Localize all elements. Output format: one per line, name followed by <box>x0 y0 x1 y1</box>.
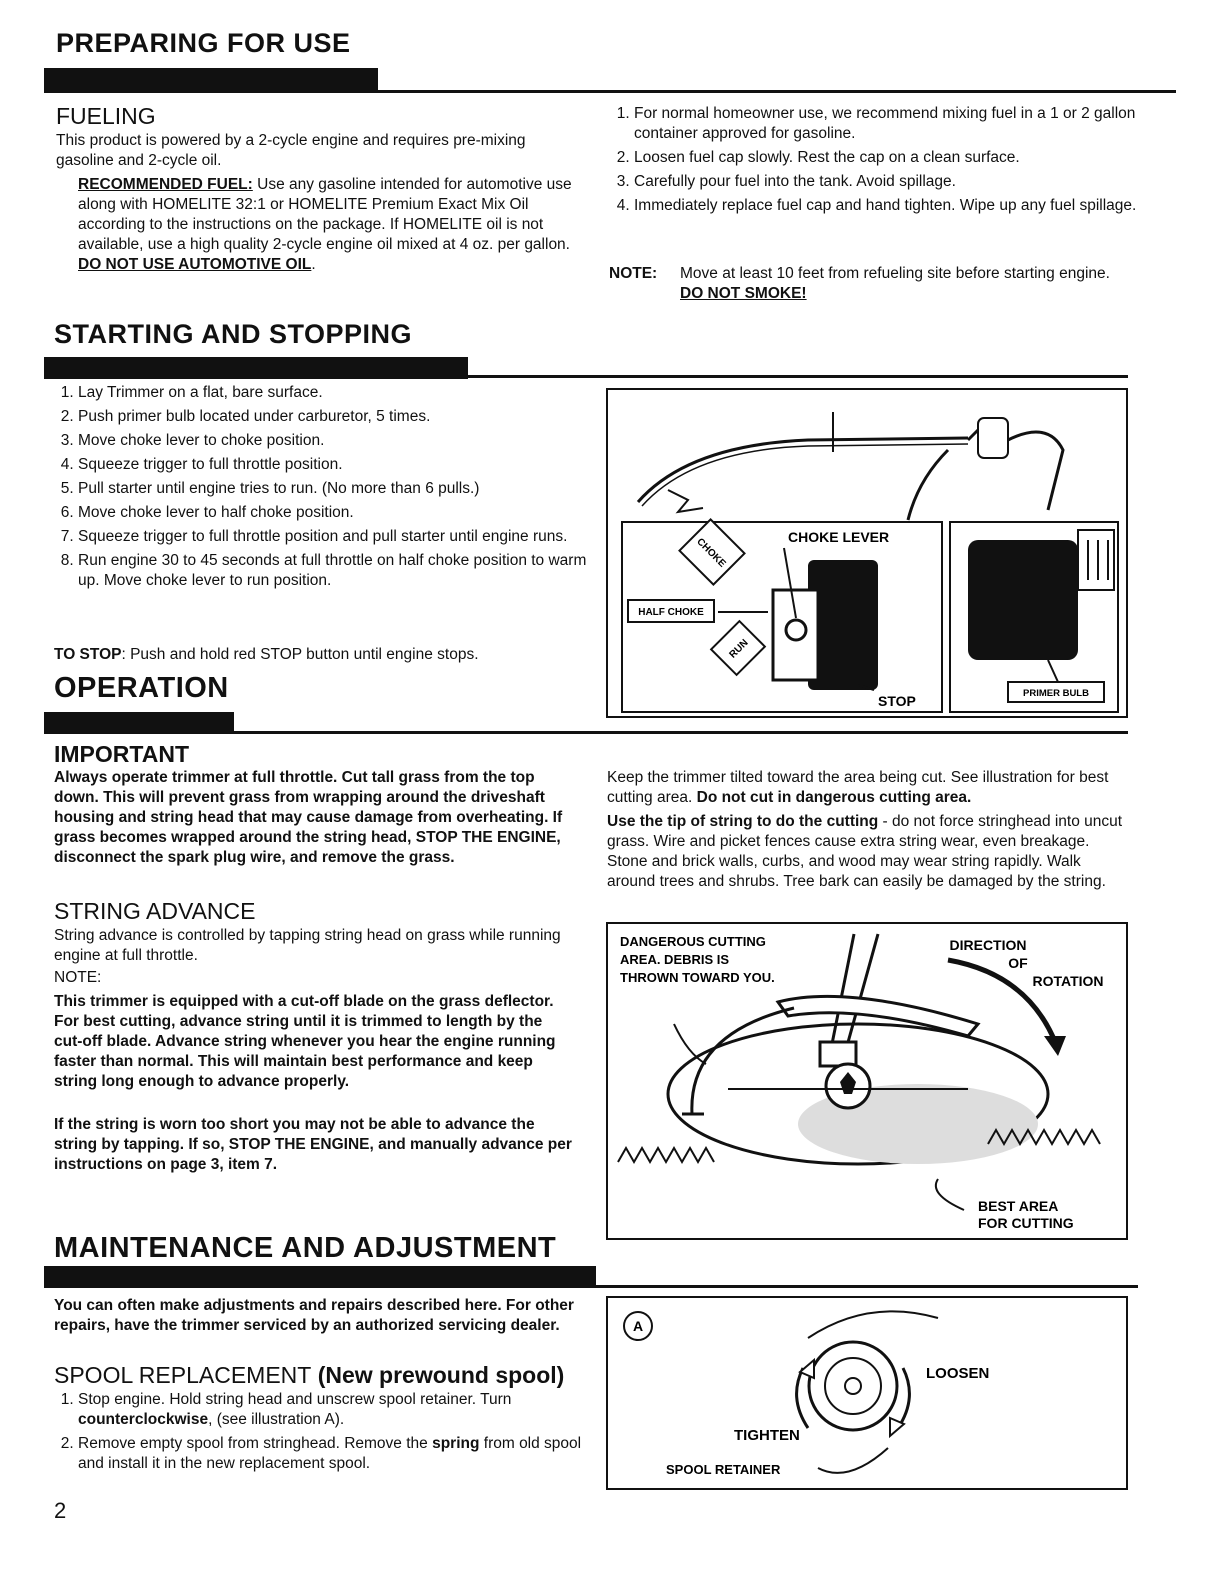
rotation-label-1: DIRECTION <box>949 937 1027 953</box>
section-title-maintenance: MAINTENANCE AND ADJUSTMENT <box>54 1232 557 1264</box>
spool-drawing <box>608 1298 1126 1488</box>
string-worn-text: If the string is worn too short you may not be able to advance the string by tapping. If so, STOP THE ENGINE, and manually advance per instructions on page 3, item 7. <box>54 1116 572 1173</box>
rotation-label-2: OF <box>1008 955 1028 971</box>
important-text: Always operate trimmer at full throttle. Cut tall grass from the top down. This will prevent grass from wrapping around the driveshaft housing and string head that may cause damage from overheating. If grass becomes wrapped around the string head, STOP THE ENGINE, disconnect the spark plug wire, and remove the grass. <box>54 769 563 866</box>
danger-label-3: THROWN TOWARD YOU. <box>620 970 775 985</box>
string-tip-instruction <box>607 812 1127 892</box>
no-smoke-warning: DO NOT SMOKE! <box>680 285 807 302</box>
choke-illustration-drawing <box>608 390 1126 716</box>
spool-steps <box>54 1390 598 1478</box>
fueling-step: 4. Immediately replace fuel cap and hand tighten. Wipe up any fuel spillage. <box>634 196 1146 216</box>
string-note-text: This trimmer is equipped with a cut-off blade on the grass deflector. For best cutting, advance string until it is trimmed to length by the cut-off blade. Advance string whenever you hear the engine running faster than normal. This will maintain best performance and keep string long enough to advance properly. <box>54 993 556 1090</box>
illustration-a-label: A <box>632 1318 644 1334</box>
important-heading: IMPORTANT <box>54 741 190 767</box>
spool-title: SPOOL REPLACEMENT <box>54 1362 312 1388</box>
spool-step2-bold: spring <box>432 1435 480 1452</box>
tighten-label: TIGHTEN <box>734 1427 800 1444</box>
fueling-step: 1. For normal homeowner use, we recommend mixing fuel in a 1 or 2 gallon container approved for gasoline. <box>634 104 1146 144</box>
loosen-label: LOOSEN <box>926 1365 990 1382</box>
starting-step: 3. Move choke lever to choke position. <box>78 431 598 451</box>
danger-label-2: AREA. DEBRIS IS <box>620 952 730 967</box>
starting-step: 8. Run engine 30 to 45 seconds at full throttle on half choke position to warm up. Move choke lever to run position. <box>78 551 598 591</box>
cutting-area-illustration <box>606 922 1128 1240</box>
best-area-label-1: BEST AREA <box>978 1198 1059 1214</box>
no-automotive-oil-period: . <box>311 256 316 273</box>
half-choke-label: HALF CHOKE <box>638 607 704 618</box>
danger-label-1: DANGEROUS CUTTING <box>620 934 766 949</box>
string-tip-bold: Use the tip of string to do the cutting <box>607 813 879 830</box>
danger-area-warning: Do not cut in dangerous cutting area. <box>692 789 972 806</box>
starting-step: 4. Squeeze trigger to full throttle position. <box>78 455 598 475</box>
section-rule <box>44 375 1128 378</box>
fuel-note-label: NOTE: <box>609 265 658 282</box>
fueling-heading: FUELING <box>56 103 156 129</box>
recommended-fuel-text: Use any gasoline intended for automotive use along with HOMELITE 32:1 or HOMELITE Premium Exact Mix Oil according to the instructions on the package. If HOMELITE oil is not available, use a high quality 2-cycle engine oil mixed at 4 oz. per gallon. <box>78 176 572 253</box>
stop-label: TO STOP <box>54 646 122 663</box>
spool-retainer-label: SPOOL RETAINER <box>666 1462 781 1477</box>
fueling-step: 2. Loosen fuel cap slowly. Rest the cap on a clean surface. <box>634 148 1146 168</box>
run-label: RUN <box>727 637 751 661</box>
rotation-label-3: ROTATION <box>1032 973 1104 989</box>
page-number: 2 <box>54 1498 67 1523</box>
spool-step1-bold: counterclockwise <box>78 1411 209 1428</box>
spool-step2-end: from old spool and install it in the new replacement spool. <box>78 1435 582 1472</box>
section-title-operation: OPERATION <box>54 672 229 704</box>
string-advance-heading: STRING ADVANCE <box>54 898 256 924</box>
fuel-note-text: Move at least 10 feet from refueling site before starting engine. <box>680 265 1110 282</box>
fuel-note <box>680 264 1126 304</box>
starting-step: 5. Pull starter until engine tries to run. (No more than 6 pulls.) <box>78 479 598 499</box>
spool-heading <box>54 1362 564 1389</box>
starting-step: 6. Move choke lever to half choke position. <box>78 503 598 523</box>
spool-step <box>78 1390 598 1430</box>
recommended-fuel-paragraph <box>78 175 582 275</box>
best-area-label-2: FOR CUTTING <box>978 1215 1074 1231</box>
section-rule <box>44 90 1176 93</box>
starting-step: 1. Lay Trimmer on a flat, bare surface. <box>78 383 598 403</box>
string-advance-text: String advance is controlled by tapping string head on grass while running engine at full throttle. <box>54 927 561 964</box>
starting-step: 7. Squeeze trigger to full throttle position and pull starter until engine runs. <box>78 527 598 547</box>
maintenance-intro: You can often make adjustments and repairs described here. For other repairs, have the trimmer serviced by an authorized servicing dealer. <box>54 1297 574 1334</box>
choke-lever-label: CHOKE LEVER <box>788 529 890 545</box>
title-bar <box>44 68 378 90</box>
spool-step2-text: Remove empty spool from stringhead. Remove the <box>78 1435 433 1452</box>
primer-bulb-label: PRIMER BULB <box>1023 688 1089 699</box>
spool-subtitle: (New prewound spool) <box>311 1362 565 1388</box>
starting-step: 2. Push primer bulb located under carburetor, 5 times. <box>78 407 598 427</box>
stop-button-label: STOP <box>878 693 916 709</box>
choke-label: CHOKE <box>694 536 728 570</box>
no-automotive-oil-warning: DO NOT USE AUTOMOTIVE OIL <box>78 256 312 273</box>
spool-step1-end: , (see illustration A). <box>208 1411 345 1428</box>
spool-step1-text: Stop engine. Hold string head and unscrew spool retainer. Turn <box>78 1391 512 1408</box>
fueling-step: 3. Carefully pour fuel into the tank. Avoid spillage. <box>634 172 1146 192</box>
stop-text: : Push and hold red STOP button until engine stops. <box>121 646 479 663</box>
string-tip-text: - do not force stringhead into uncut grass. Wire and picket fences cause extra string wear, even breakage. Stone and brick walls, curbs, and wood may wear string rapidly. Walk around trees and shrubs. Tree bark can easily be damaged by the string. <box>607 813 1123 890</box>
section-rule <box>44 1285 1138 1288</box>
tilt-instruction <box>607 768 1127 808</box>
starting-steps <box>54 383 598 595</box>
section-title-preparing: PREPARING FOR USE <box>56 28 351 58</box>
recommended-fuel-label: RECOMMENDED FUEL: <box>78 176 253 193</box>
fueling-intro: This product is powered by a 2-cycle engine and requires pre-mixing gasoline and 2-cycle oil. <box>56 132 526 169</box>
section-rule <box>44 731 1128 734</box>
spool-step <box>78 1434 598 1474</box>
section-title-starting: STARTING AND STOPPING <box>54 319 413 349</box>
fueling-steps <box>610 104 1146 220</box>
choke-illustration <box>606 388 1128 718</box>
cutting-area-drawing <box>608 924 1126 1238</box>
spool-illustration <box>606 1296 1128 1490</box>
string-note-label: NOTE: <box>54 969 102 986</box>
stop-instruction <box>54 645 584 665</box>
tilt-text: Keep the trimmer tilted toward the area being cut. See illustration for best cutting area. <box>607 769 1109 806</box>
